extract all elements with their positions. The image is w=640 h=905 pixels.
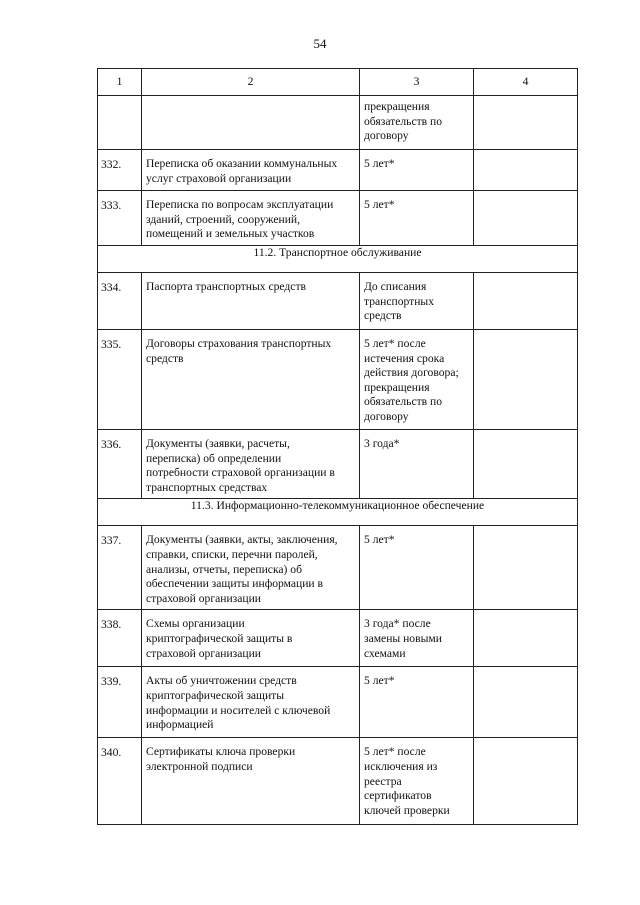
row-term-cell: 3 года* (360, 430, 474, 499)
row-term-cell: 5 лет* (360, 191, 474, 246)
row-term-cell: 5 лет* (360, 667, 474, 738)
row-number-cell: 338. (98, 610, 142, 667)
table-row (98, 273, 578, 330)
section-heading-transport: 11.2. Транспортное обслуживание (98, 246, 578, 273)
row-number-cell: 336. (98, 430, 142, 499)
column-header-number: 1 (98, 69, 142, 96)
column-header-title: 2 (142, 69, 360, 96)
section-heading-it: 11.3. Информационно-телекоммуникационное обеспечение (98, 499, 578, 526)
table-row (98, 96, 578, 150)
row-number-cell: 339. (98, 667, 142, 738)
row-term-cell: До списания транспортных средств (360, 273, 474, 330)
row-title-cell: Документы (заявки, расчеты, переписка) об определении потребности страховой организации в транспортных средствах (142, 430, 360, 499)
table-row (98, 738, 578, 825)
table-row (98, 150, 578, 191)
row-title-cell: Паспорта транспортных средств (142, 273, 360, 330)
row-term-cell: 5 лет* (360, 526, 474, 610)
page-number: 54 (313, 36, 327, 51)
row-term-cell: 5 лет* после исключения из реестра сертификатов ключей проверки (360, 738, 474, 825)
row-term-cell: 5 лет* (360, 150, 474, 191)
row-number-cell: 333. (98, 191, 142, 246)
row-note-cell (474, 738, 578, 825)
column-header-note: 4 (474, 69, 578, 96)
row-note-cell (474, 330, 578, 430)
row-title-cell: Переписка по вопросам эксплуатации зданий, строений, сооружений, помещений и земельных участков (142, 191, 360, 246)
row-number-cell (98, 96, 142, 150)
row-note-cell (474, 667, 578, 738)
table-row (98, 330, 578, 430)
row-note-cell (474, 150, 578, 191)
section-row (98, 246, 578, 273)
row-title-cell: Договоры страхования транспортных средств (142, 330, 360, 430)
row-note-cell (474, 430, 578, 499)
row-note-cell (474, 273, 578, 330)
row-title-cell: Сертификаты ключа проверки электронной подписи (142, 738, 360, 825)
row-title-cell: Переписка об оказании коммунальных услуг страховой организации (142, 150, 360, 191)
row-note-cell (474, 526, 578, 610)
table-header-row (98, 69, 578, 96)
row-number-cell: 340. (98, 738, 142, 825)
row-note-cell (474, 610, 578, 667)
row-title-cell: Документы (заявки, акты, заключения, справки, списки, перечни паролей, анализы, отчеты, переписка) об обеспечении защиты информации в страховой организации (142, 526, 360, 610)
table-row (98, 430, 578, 499)
row-title-cell: Акты об уничтожении средств криптографической защиты информации и носителей с ключевой информацией (142, 667, 360, 738)
table-row (98, 610, 578, 667)
row-number-cell: 335. (98, 330, 142, 430)
row-note-cell (474, 96, 578, 150)
row-title-cell: Схемы организации криптографической защиты в страховой организации (142, 610, 360, 667)
row-term-cell: 5 лет* после истечения срока действия договора; прекращения обязательств по договору (360, 330, 474, 430)
table-row (98, 667, 578, 738)
records-retention-table (97, 68, 578, 825)
section-row (98, 499, 578, 526)
row-term-cell: прекращения обязательств по договору (360, 96, 474, 150)
table-row (98, 526, 578, 610)
row-number-cell: 332. (98, 150, 142, 191)
table-row (98, 191, 578, 246)
row-number-cell: 337. (98, 526, 142, 610)
row-note-cell (474, 191, 578, 246)
row-title-cell (142, 96, 360, 150)
row-number-cell: 334. (98, 273, 142, 330)
row-term-cell: 3 года* после замены новыми схемами (360, 610, 474, 667)
column-header-term: 3 (360, 69, 474, 96)
